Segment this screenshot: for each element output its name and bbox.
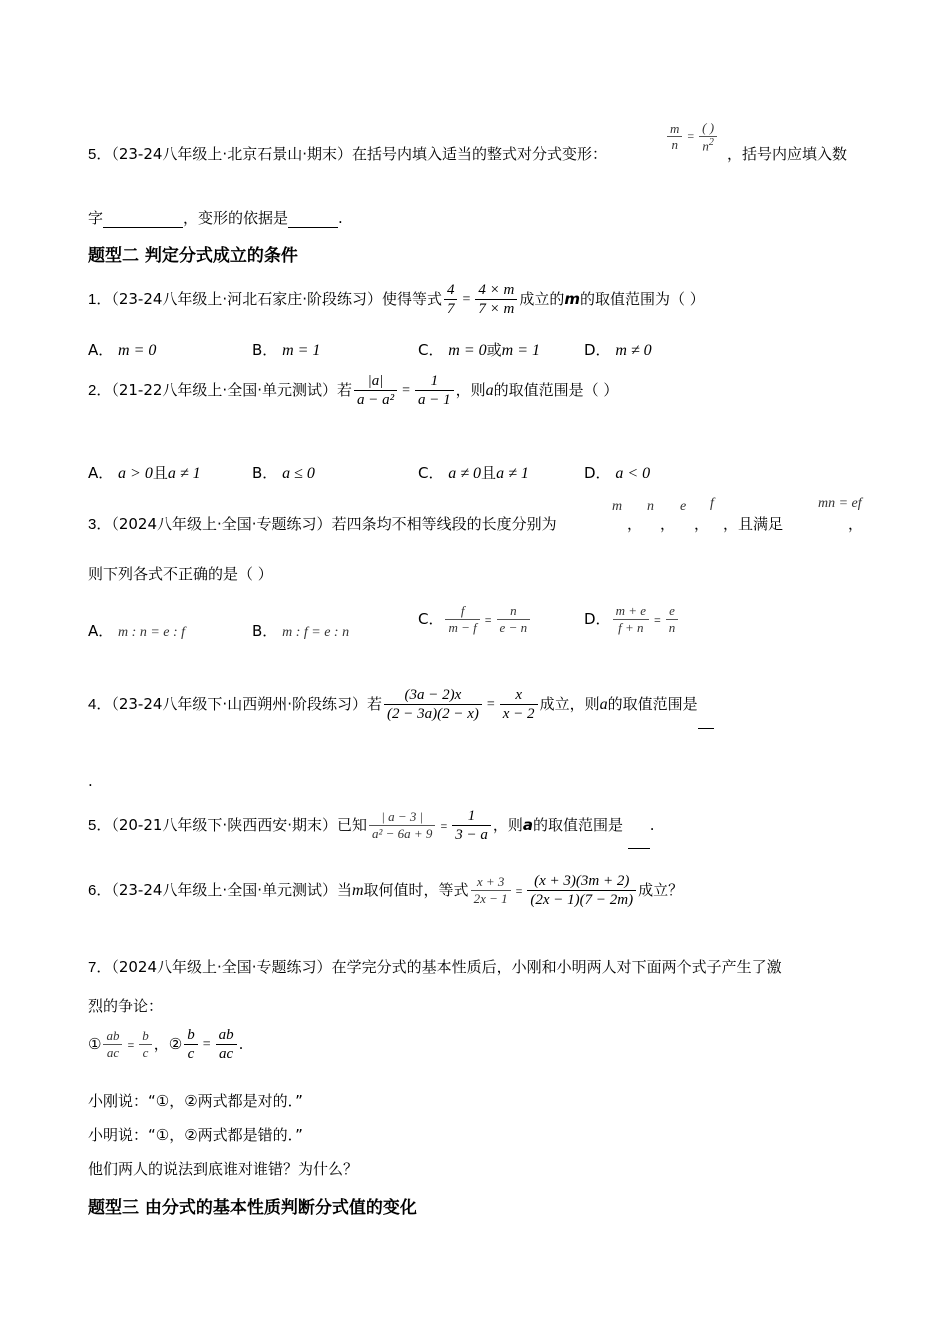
fraction-4-7: $\frac{4}{7}$	[444, 281, 458, 318]
question-source: （23-24八年级上·北京石景山·期末）	[111, 145, 352, 163]
fraction-1-a-1: $\frac{1}{a - 1}$	[415, 372, 454, 409]
problem-5: 5．（20-21八年级下·陕西西安·期末）已知 $\frac{| a - 3 |}{\text{a² − 6a + 9}}$ = $\frac{1}{3 - a}$ ，则a的取值范围是 .	[88, 802, 655, 849]
comma: ，	[660, 515, 676, 533]
problem-3-line1: 3．（2024八年级上·全国·专题练习）若四条均不相等线段的长度分别为	[88, 515, 557, 533]
question-text: 在括号内填入适当的整式对分式变形：	[351, 145, 607, 163]
option-b[interactable]: B． m : f = e : n	[252, 622, 350, 640]
option-c[interactable]: C． a ≠ 0且a ≠ 1	[418, 464, 529, 482]
option-a[interactable]: A． m = 0	[88, 341, 157, 359]
comma: ，	[627, 515, 643, 533]
fraction-lhs: $\frac{x + 3}{2x - 1}$	[471, 874, 511, 906]
answer-blank[interactable]	[698, 680, 714, 729]
question-number: 5．	[88, 146, 112, 163]
question-5-equation: $\frac{m}{n}$ = $\frac{( )}{n^2}$	[665, 120, 719, 154]
var-m: m	[612, 499, 623, 514]
option-b[interactable]: B． a ≤ 0	[252, 464, 315, 482]
answer-blank-1[interactable]	[103, 209, 183, 228]
fraction-rhs: $\frac{1}{3 - a}$	[452, 807, 491, 844]
option-b[interactable]: B． m = 1	[252, 341, 321, 359]
problem-2: 2．（21-22八年级上·全国·单元测试）若 $\frac{|a|}{\text{a − a²}}$ = $\frac{1}{a - 1}$ ，则a的取值范围是（ ）	[88, 373, 619, 408]
statement-xiaogang: 小刚说：“①，②两式都是对的．”	[88, 1092, 303, 1110]
option-d[interactable]: D． $\frac{m + e}{f + n}$ = $\frac{e}{n}$	[584, 597, 680, 642]
question-5-line1	[88, 143, 607, 164]
fraction-lhs: $\frac{| a - 3 |}{\text{a² − 6a + 9}}$	[369, 809, 435, 841]
fraction-4m-7m: $\frac{4 \times m}{7 \times m}$	[475, 281, 517, 318]
problem-7-expressions: ① $\frac{ab}{ac}$ = $\frac{b}{c}$ ，② $\frac{b}{c}$ = $\frac{ab}{ac}$ .	[88, 1027, 244, 1062]
fraction-rhs: $\frac{( )}{n^2}$	[699, 120, 717, 154]
problem-7-line1: 7．（2024八年级上·全国·专题练习）在学完分式的基本性质后，小刚和小明两人对下面两个式子产生了激	[88, 958, 782, 976]
problem-7-line2: 烈的争论：	[88, 997, 164, 1015]
option-a[interactable]: A． m : n = e : f	[88, 622, 186, 640]
question-5-text2: ，括号内应填入数	[727, 145, 848, 163]
var-f: f	[710, 496, 714, 511]
comma: ，	[848, 515, 864, 533]
section-title: 题型二 判定分式成立的条件	[88, 246, 298, 266]
var-e: e	[680, 499, 687, 514]
problem-4: 4．（23-24八年级下·山西朔州·阶段练习）若 $\frac{(3a - 2)x}{(2 - 3a)(2 - x)}$ = $\frac{x}{x - 2}$ 成立，则a的取值范围是	[88, 680, 714, 729]
problem-1: 1．（23-24八年级上·河北石家庄·阶段练习）使得等式 $\frac{4}{7}$ = $\frac{4 \times m}{7 \times m}$ 成立的m的取值范围为（ ）	[88, 282, 705, 317]
section-title: 题型三 由分式的基本性质判断分式值的变化	[88, 1198, 417, 1218]
comma: ，	[694, 515, 710, 533]
question-5-line2: 字 ，变形的依据是 .	[88, 209, 343, 227]
statement-xiaoming: 小明说：“①，②两式都是错的．”	[88, 1126, 303, 1144]
answer-blank[interactable]	[628, 802, 650, 849]
option-a[interactable]: A． a > 0且a ≠ 1	[88, 464, 201, 482]
period: .	[88, 772, 93, 790]
question-prompt: 他们两人的说法到底谁对谁错？为什么？	[88, 1160, 359, 1178]
fraction-lhs: $\frac{(3a - 2)x}{(2 - 3a)(2 - x)}$	[384, 686, 482, 723]
problem-3-line2: 则下列各式不正确的是（ ）	[88, 565, 273, 583]
fraction-rhs: $\frac{(x + 3)(3m + 2)}{(2x - 1)(7 - 2m)}$	[527, 872, 636, 909]
problem-6: 6．（23-24八年级上·全国·单元测试）当m取何值时，等式 $\frac{x + 3}{2x - 1}$ = $\frac{(x + 3)(3m + 2)}{(2x - 1)(7 - 2m)}$ 成立？	[88, 873, 684, 908]
option-d[interactable]: D． m ≠ 0	[584, 341, 652, 359]
option-c[interactable]: C． $\frac{f}{m - f}$ = $\frac{n}{e - n}$	[418, 597, 532, 642]
answer-blank-2[interactable]	[288, 209, 338, 228]
condition-expr: mn = ef	[818, 496, 862, 511]
fraction-lhs: $\frac{m}{n}$	[667, 121, 682, 153]
fraction-rhs: $\frac{x}{x - 2}$	[500, 686, 538, 723]
option-d[interactable]: D． a < 0	[584, 464, 651, 482]
fraction-abs-a: $\frac{|a|}{\text{a − a²}}$	[354, 372, 397, 409]
problem-3-text2: ，且满足	[723, 515, 784, 533]
var-n: n	[647, 499, 654, 514]
option-c[interactable]: C． m = 0或m = 1	[418, 341, 540, 359]
